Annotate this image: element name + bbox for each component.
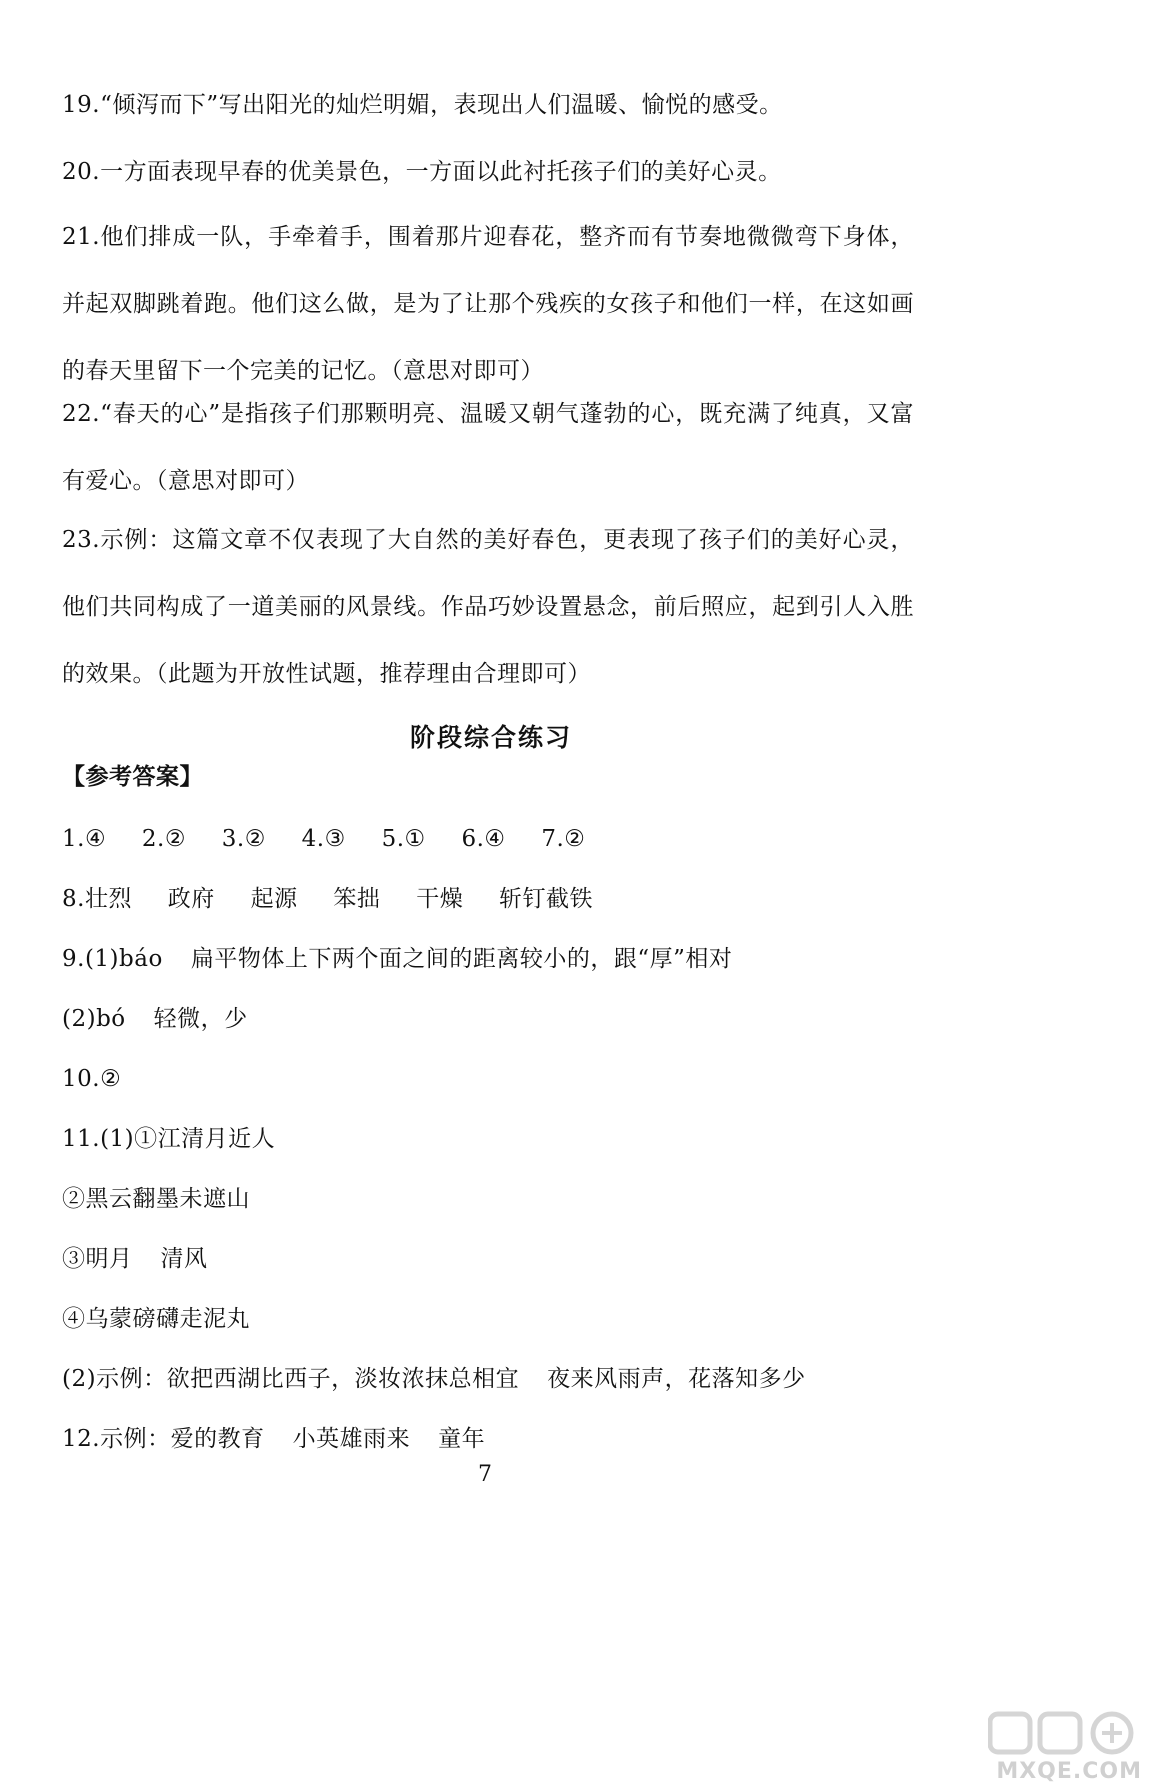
answer-22: 22.“春天的心”是指孩子们那颗明亮、温暖又朝气蓬勃的心，既充满了纯真，又富有爱心。（意思对即可） xyxy=(62,401,914,494)
answer-11-3a: ③明月 xyxy=(62,1246,133,1272)
answer-11-4: ④乌蒙磅礴走泥丸 xyxy=(62,1306,250,1332)
watermark-text: MXQE.COM xyxy=(996,1759,1142,1784)
answer-9-2 xyxy=(62,1004,248,1034)
answer-8 xyxy=(62,884,593,914)
answer-9-2-definition: 轻微，少 xyxy=(153,1006,248,1032)
answer-9-1 xyxy=(62,944,732,974)
answer-11-5 xyxy=(62,1364,806,1394)
answer-21: 21.他们排成一队，手牵着手，围着那片迎春花，整齐而有节奏地微微弯下身体，并起双脚跳着跑。他们这么做，是为了让那个残疾的女孩子和他们一样，在这如画的春天里留下一个完美的记忆。（意思对即可） xyxy=(62,224,914,384)
reference-answer-label: 【参考答案】 xyxy=(62,764,203,790)
answer-12-c: 童年 xyxy=(438,1426,486,1452)
section-title: 阶段综合练习 xyxy=(410,723,573,752)
watermark xyxy=(978,1710,1148,1784)
answer-8-number: 8. xyxy=(62,886,85,912)
answer-11-5-part1: (2)示例：欲把西湖比西子，淡妆浓抹总相宜 xyxy=(62,1366,520,1392)
answer-11-5-part2: 夜来风雨声，花落知多少 xyxy=(547,1366,806,1392)
answer-10: 10.② xyxy=(62,1066,122,1092)
answer-8-word: 斩钉截铁 xyxy=(499,886,594,912)
answer-12-b: 小英雄雨来 xyxy=(292,1426,411,1452)
answer-5: 5.① xyxy=(381,826,426,852)
answer-12 xyxy=(62,1424,485,1454)
answer-11-1: 11.(1)①江清月近人 xyxy=(62,1126,276,1152)
answer-3: 3.② xyxy=(221,826,266,852)
answer-1: 1.④ xyxy=(62,826,107,852)
answer-9-2-pinyin: (2)bó xyxy=(62,1006,126,1032)
answer-9-1-definition: 扁平物体上下两个面之间的距离较小的，跟“厚”相对 xyxy=(190,946,733,972)
watermark-logo-icon xyxy=(988,1710,1138,1756)
answer-8-word: 笨拙 xyxy=(333,886,381,912)
answer-6: 6.④ xyxy=(461,826,506,852)
page-number: 7 xyxy=(478,1462,492,1487)
answer-11-3 xyxy=(62,1244,208,1274)
answer-9-1-pinyin: 9.(1)báo xyxy=(62,946,163,972)
answer-4: 4.③ xyxy=(301,826,346,852)
answer-11-3b: 清风 xyxy=(160,1246,208,1272)
answer-8-word: 政府 xyxy=(167,886,215,912)
answer-19: 19.“倾泻而下”写出阳光的灿烂明媚，表现出人们温暖、愉悦的感受。 xyxy=(62,92,783,118)
answer-2: 2.② xyxy=(141,826,186,852)
answer-20: 20.一方面表现早春的优美景色，一方面以此衬托孩子们的美好心灵。 xyxy=(62,159,782,185)
answer-1-7 xyxy=(62,824,585,854)
answer-8-word: 壮烈 xyxy=(84,886,132,912)
answer-7: 7.② xyxy=(541,826,586,852)
answer-23: 23.示例：这篇文章不仅表现了大自然的美好春色，更表现了孩子们的美好心灵，他们共同构成了一道美丽的风景线。作品巧妙设置悬念，前后照应，起到引人入胜的效果。（此题为开放性试题，推荐理由合理即可） xyxy=(62,527,914,687)
answer-8-word: 干燥 xyxy=(416,886,464,912)
answer-11-2: ②黑云翻墨未遮山 xyxy=(62,1186,250,1212)
answer-12-a: 12.示例：爱的教育 xyxy=(62,1426,265,1452)
answer-8-word: 起源 xyxy=(250,886,298,912)
